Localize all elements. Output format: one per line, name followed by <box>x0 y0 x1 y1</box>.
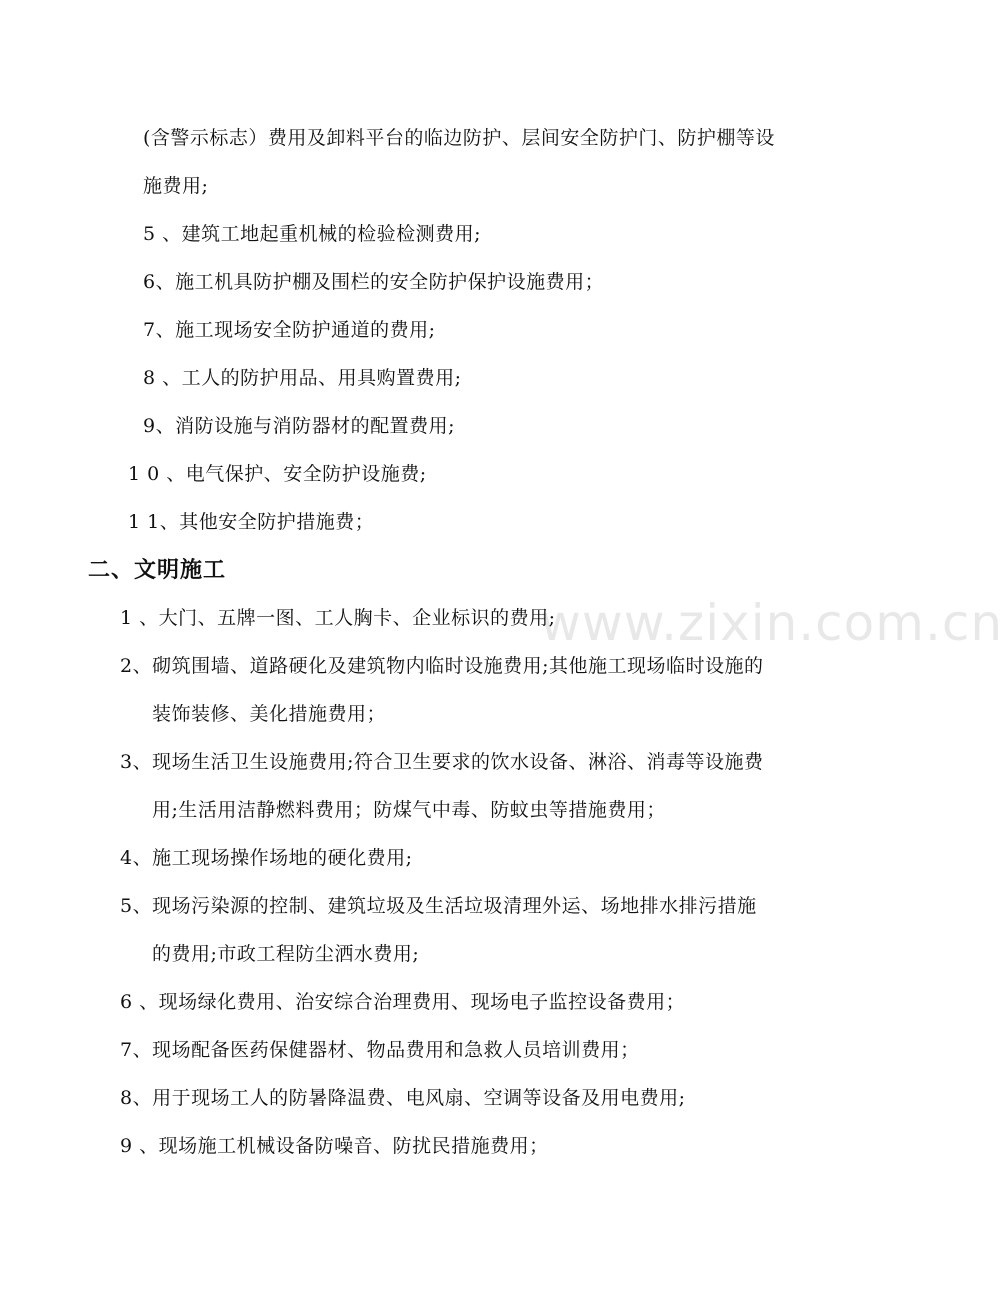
text-line: 5 、建筑工地起重机械的检验检测费用; <box>143 223 482 245</box>
text-line: 6、施工机具防护棚及围栏的安全防护保护设施费用； <box>143 271 605 293</box>
text-line: 5、现场污染源的控制、建筑垃圾及生活垃圾清理外运、场地排水排污措施 <box>120 895 757 917</box>
text-line: 1 、大门、五牌一图、工人胸卡、企业标识的费用; <box>120 607 556 629</box>
text-line: 9 、现场施工机械设备防噪音、防扰民措施费用； <box>120 1135 549 1157</box>
text-line: 6 、现场绿化费用、治安综合治理费用、现场电子监控设备费用； <box>120 991 686 1013</box>
text-line: 2、砌筑围墙、道路硬化及建筑物内临时设施费用;其他施工现场临时设施的 <box>120 655 764 677</box>
text-line: 的费用;市政工程防尘洒水费用; <box>152 943 420 965</box>
text-line: 施费用; <box>143 175 209 197</box>
section-heading: 二、文明施工 <box>88 558 227 583</box>
text-line: 4、施工现场操作场地的硬化费用; <box>120 847 413 869</box>
text-line: 用;生活用洁静燃料费用；防煤气中毒、防蚊虫等措施费用； <box>152 799 666 821</box>
text-line: 3、现场生活卫生设施费用;符合卫生要求的饮水设备、淋浴、消毒等设施费 <box>120 751 764 773</box>
text-line: 9、消防设施与消防器材的配置费用; <box>143 415 455 437</box>
text-line: 8、用于现场工人的防暑降温费、电风扇、空调等设备及用电费用; <box>120 1087 686 1109</box>
text-line: 7、施工现场安全防护通道的费用; <box>143 319 436 341</box>
text-line: 8 、工人的防护用品、用具购置费用; <box>143 367 462 389</box>
text-line: 1 1、其他安全防护措施费； <box>128 511 375 533</box>
text-line: 7、现场配备医药保健器材、物品费用和急救人员培训费用； <box>120 1039 640 1061</box>
watermark: www.zixin.com.cn <box>540 594 1003 652</box>
text-line: 装饰装修、美化措施费用； <box>152 703 387 725</box>
text-line: 1 0 、电气保护、安全防护设施费; <box>128 463 427 485</box>
text-line: (含警示标志）费用及卸料平台的临边防护、层间安全防护门、防护棚等设 <box>143 127 775 149</box>
